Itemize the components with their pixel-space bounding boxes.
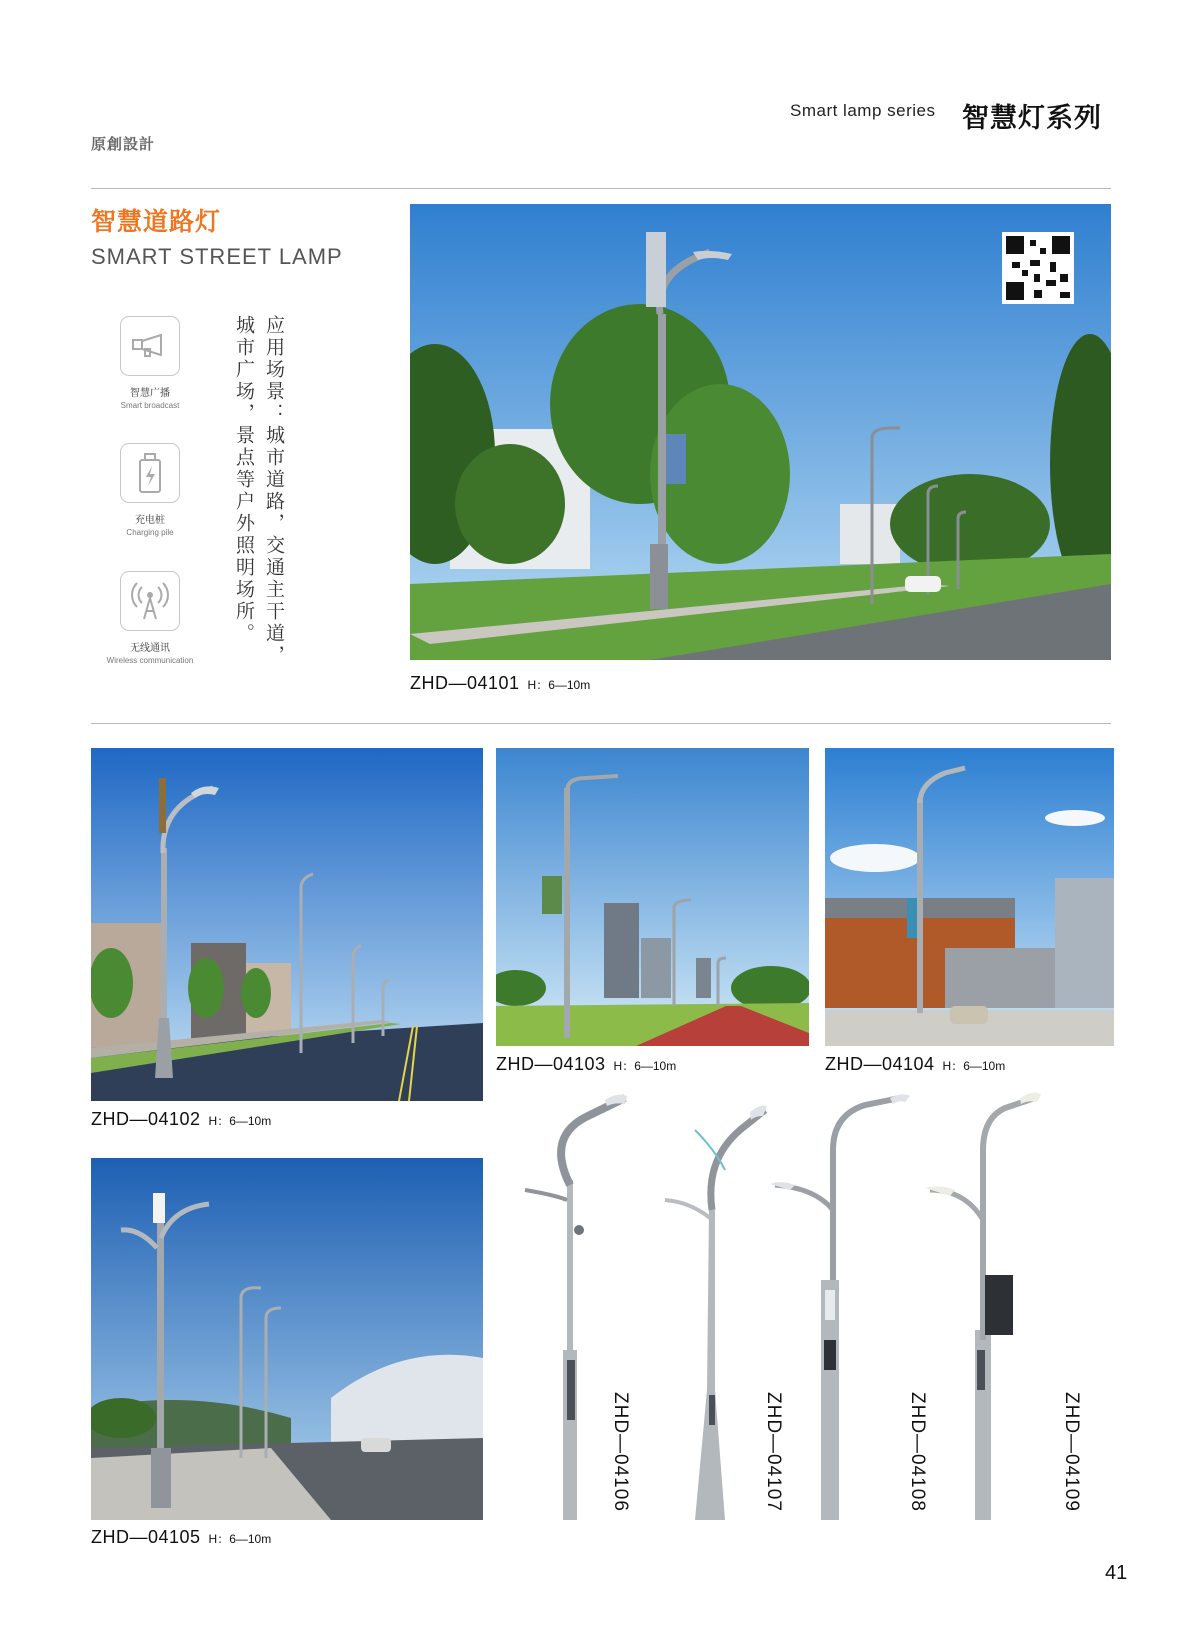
feature-wireless [90, 571, 210, 665]
feature-label-cn: 充电桩 [135, 515, 165, 526]
product-photo-04103 [496, 748, 809, 1046]
product-photo-04101 [410, 204, 1111, 660]
model-number: ZHD—04101 [410, 673, 520, 693]
pole-label-04107: ZHD—04107 [763, 1392, 784, 1512]
pole-label-04108: ZHD—04108 [907, 1392, 928, 1512]
pole-04108 [770, 1094, 910, 1520]
height-spec: H：6—10m [208, 1114, 272, 1128]
model-number: ZHD—04102 [91, 1109, 201, 1129]
product-caption-04104 [825, 1054, 1005, 1075]
product-caption-04105 [91, 1527, 271, 1548]
broadcast-icon [120, 316, 180, 376]
top-divider [91, 188, 1111, 189]
height-spec: H：6—10m [613, 1059, 677, 1073]
feature-label-en: Charging pile [126, 528, 174, 537]
charging-pile-icon [120, 443, 180, 503]
middle-divider [91, 723, 1111, 724]
product-photo-04105 [91, 1158, 483, 1520]
feature-label-cn: 无线通讯 [130, 643, 170, 654]
wireless-icon [120, 571, 180, 631]
category-title-cn: 智慧道路灯 [91, 208, 222, 236]
series-title-en: Smart lamp series [790, 101, 936, 120]
product-photo-04102 [91, 748, 483, 1101]
height-spec: H：6—10m [208, 1532, 272, 1546]
page-number: 41 [1105, 1562, 1128, 1584]
model-number: ZHD—04103 [496, 1054, 606, 1074]
feature-charging [90, 443, 210, 537]
feature-label-en: Smart broadcast [120, 401, 180, 410]
pole-04107 [665, 1106, 767, 1520]
height-spec: H：6—10m [942, 1059, 1006, 1073]
height-spec: H：6—10m [527, 678, 591, 692]
feature-broadcast [90, 316, 210, 410]
product-caption-04102 [91, 1109, 271, 1130]
feature-label-cn: 智慧广播 [130, 388, 170, 399]
application-description: 应用场景：城市道路，交通主干道，城市广场，景点等户外照明场所。 [233, 315, 284, 667]
feature-label-en: Wireless communication [106, 656, 194, 665]
product-caption-04103 [496, 1054, 676, 1075]
brand-label: 原創設計 [91, 136, 156, 153]
pole-label-04109: ZHD—04109 [1061, 1392, 1082, 1512]
pole-renderings [515, 1090, 1115, 1530]
product-photo-04104 [825, 748, 1114, 1046]
model-number: ZHD—04105 [91, 1527, 201, 1547]
series-title-cn: 智慧灯系列 [962, 103, 1102, 134]
pole-04109 [925, 1093, 1041, 1520]
model-number: ZHD—04104 [825, 1054, 935, 1074]
product-caption-04101 [410, 673, 590, 694]
category-title-en: SMART STREET LAMP [91, 244, 343, 269]
pole-label-04106: ZHD—04106 [610, 1392, 631, 1512]
